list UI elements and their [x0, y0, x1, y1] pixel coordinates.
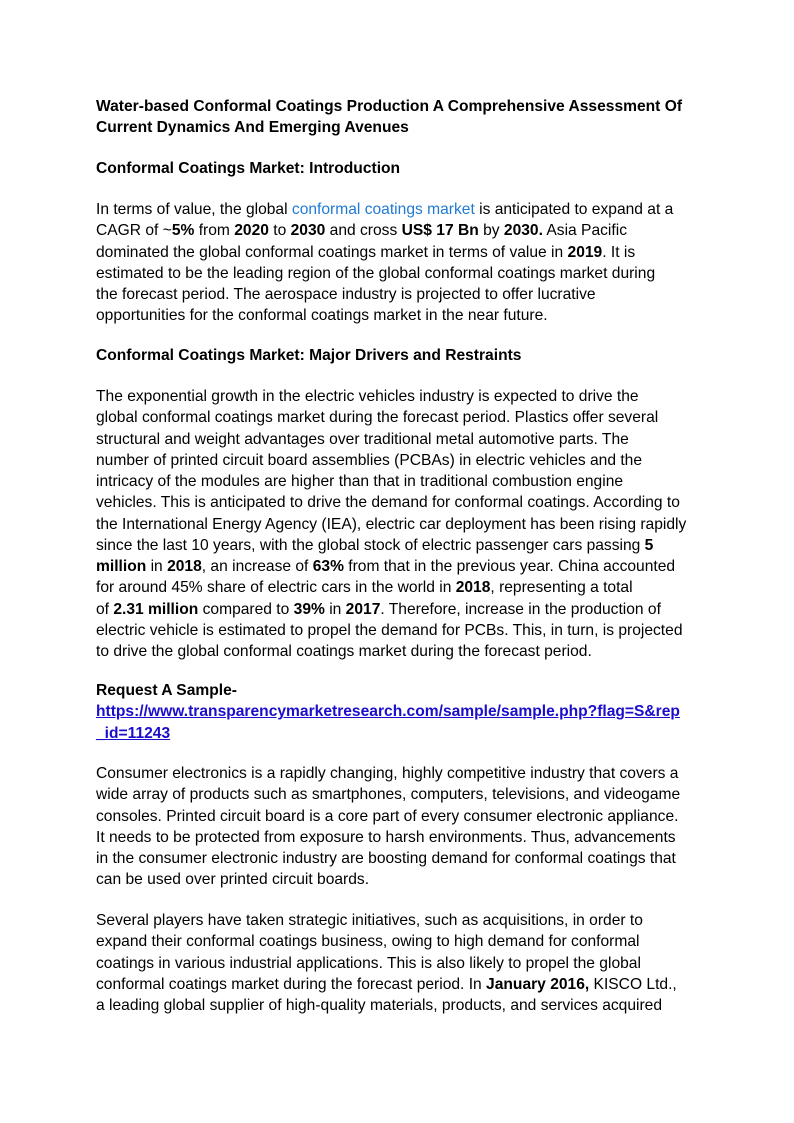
text: intricacy of the modules are higher than that in traditional combustion engine: [96, 473, 624, 490]
bold-text: 2018: [455, 579, 491, 597]
text-line: [96, 806, 680, 827]
text: . It is: [602, 243, 636, 261]
text-line: [96, 723, 680, 744]
bold-text: million: [96, 558, 147, 575]
bold-text: Request A Sample-: [96, 682, 237, 699]
text-line: [96, 96, 682, 117]
text-line: [96, 763, 680, 784]
text-line: [96, 514, 686, 535]
text: Consumer electronics is a rapidly changing, highly competitive industry that covers a: [96, 765, 679, 782]
text: is anticipated to expand at a: [474, 201, 674, 218]
sample-url-link[interactable]: https://www.transparencymarketresearch.com/sample/sample.php?flag=S&rep: [96, 703, 680, 721]
text: Conformal Coatings Market: Introduction: [96, 160, 401, 177]
bold-text: US$ 17 Bn: [401, 222, 479, 240]
text-line: [96, 242, 673, 263]
text-line: [96, 220, 673, 241]
text: opportunities for the conformal coatings market in the near future.: [96, 307, 548, 325]
text-line: [96, 931, 677, 952]
text: The exponential growth in the electric vehicles industry is expected to drive the: [96, 388, 639, 405]
text: Several players have taken strategic initiatives, such as acquisitions, in order to: [96, 912, 643, 929]
text-line: [96, 471, 686, 492]
text: wide array of products such as smartphones, computers, televisions, and videogame: [96, 786, 681, 804]
text: global conformal coatings market during the forecast period. Plastics offer several: [96, 409, 659, 427]
text-line: [96, 199, 673, 220]
text: a leading global supplier of high-quality materials, products, and services acquired: [96, 997, 663, 1014]
bold-text: January 2016,: [486, 975, 590, 993]
text: expand their conformal coatings business, owing to high demand for conformal: [96, 933, 640, 951]
text-line: [96, 305, 673, 326]
bold-text: 2020: [234, 222, 269, 240]
text-line: [96, 535, 686, 556]
paragraph-introduction: [96, 199, 673, 327]
text-line: [96, 556, 686, 577]
heading-drivers-restraints: [96, 345, 521, 366]
inline-link[interactable]: conformal coatings market: [291, 201, 475, 218]
text: compared to: [198, 600, 294, 618]
document-title: [96, 96, 682, 139]
text-line: [96, 263, 673, 284]
text: since the last 10 years, with the global stock of electric passenger cars passing: [96, 536, 645, 554]
text: to: [268, 222, 291, 240]
text: for around 45% share of electric cars in the world in: [96, 579, 456, 597]
sample-url-link[interactable]: _id=11243: [96, 724, 171, 742]
text: by: [478, 222, 504, 240]
text: of: [96, 600, 114, 618]
text-line: [96, 784, 680, 805]
text-line: [96, 620, 686, 641]
text-line: [96, 492, 686, 513]
text-line: [96, 641, 686, 662]
text-line: [96, 450, 686, 471]
text: It needs to be protected from exposure to harsh environments. Thus, advancements: [96, 828, 676, 846]
text-line: [96, 701, 680, 722]
text: from: [194, 222, 235, 240]
text: Asia Pacific: [542, 222, 627, 240]
text-line: [96, 974, 677, 995]
text-line: [96, 345, 521, 366]
text-line: [96, 910, 677, 931]
text: In terms of value, the global: [96, 201, 292, 218]
text: coatings in various industrial applications. This is also likely to propel the global: [96, 954, 641, 972]
text: conformal coatings market during the forecast period. In: [96, 975, 487, 993]
text-line: [96, 869, 680, 890]
text: Current Dynamics And Emerging Avenues: [96, 119, 409, 137]
paragraph-consumer-electronics: [96, 763, 680, 891]
text: consoles. Printed circuit board is a core part of every consumer electronic appliance.: [96, 807, 679, 825]
text-line: [96, 599, 686, 620]
text-line: [96, 995, 677, 1016]
text: in: [146, 558, 168, 575]
text: in: [324, 600, 346, 618]
text: . Therefore, increase in the production of: [380, 600, 661, 618]
text: estimated to be the leading region of the global conformal coatings market during: [96, 264, 656, 282]
text-line: [96, 680, 680, 701]
text: , an increase of: [201, 558, 313, 575]
bold-text: 2018: [167, 558, 202, 575]
text: CAGR of ~: [96, 222, 172, 240]
bold-text: 2.31 million: [113, 600, 199, 618]
text-line: [96, 158, 400, 179]
text: KISCO Ltd.,: [589, 975, 677, 993]
bold-text: 5: [644, 536, 654, 554]
text: to drive the global conformal coatings market during the forecast period.: [96, 643, 592, 660]
request-sample-block: [96, 680, 680, 744]
text-line: [96, 284, 673, 305]
bold-text: 2030: [290, 222, 326, 240]
text: Water-based Conformal Coatings Production A Comprehensive Assessment Of: [96, 98, 683, 115]
text-line: [96, 953, 677, 974]
text: the International Energy Agency (IEA), electric car deployment has been rising rapidly: [96, 515, 687, 533]
text: number of printed circuit board assemblies (PCBAs) in electric vehicles and the: [96, 451, 643, 469]
bold-text: 2030.: [503, 222, 543, 240]
text: electric vehicle is estimated to propel the demand for PCBs. This, in turn, is projected: [96, 621, 683, 639]
text: from that in the previous year. China accounted: [343, 558, 676, 575]
bold-text: 39%: [293, 600, 325, 618]
paragraph-strategic-initiatives: [96, 910, 677, 1016]
text-line: [96, 117, 682, 138]
bold-text: 5%: [171, 222, 195, 240]
text: in the consumer electronic industry are boosting demand for conformal coatings that: [96, 850, 676, 867]
text-line: [96, 407, 686, 428]
text: vehicles. This is anticipated to drive the demand for conformal coatings. According to: [96, 494, 680, 512]
text-line: [96, 577, 686, 598]
text: and cross: [325, 222, 402, 240]
text-line: [96, 429, 686, 450]
text: the forecast period. The aerospace industry is projected to offer lucrative: [96, 286, 596, 303]
bold-text: 2019: [567, 243, 603, 261]
paragraph-drivers: [96, 386, 686, 662]
text: structural and weight advantages over traditional metal automotive parts. The: [96, 430, 629, 448]
text: Conformal Coatings Market: Major Drivers and Restraints: [96, 347, 522, 364]
text: can be used over printed circuit boards.: [96, 871, 370, 889]
text: , representing a total: [490, 579, 633, 597]
text-line: [96, 386, 686, 407]
bold-text: 2017: [345, 600, 381, 618]
text-line: [96, 848, 680, 869]
bold-text: 63%: [312, 558, 344, 575]
text: dominated the global conformal coatings market in terms of value in: [96, 243, 568, 261]
text-line: [96, 827, 680, 848]
heading-introduction: [96, 158, 400, 179]
